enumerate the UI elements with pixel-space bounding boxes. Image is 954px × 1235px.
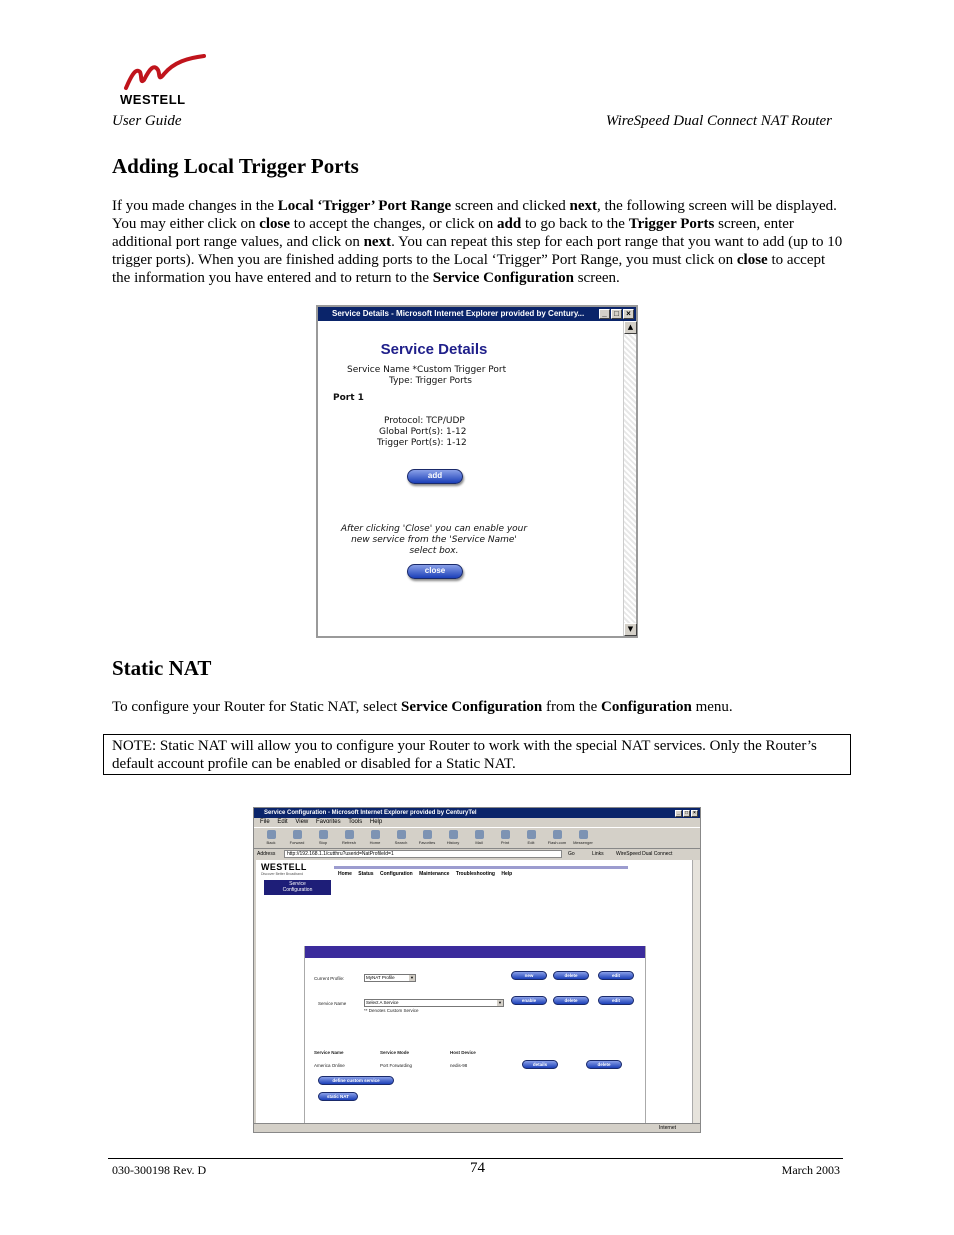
back-icon bbox=[267, 830, 276, 839]
service-details-heading: Service Details bbox=[380, 341, 488, 358]
toolbar-label: Print bbox=[500, 840, 510, 845]
menu-bar bbox=[254, 818, 700, 827]
doc-date: March 2003 bbox=[781, 1163, 840, 1177]
bold-term: add bbox=[497, 216, 522, 232]
refresh-icon bbox=[345, 830, 354, 839]
toolbar-label: Home bbox=[369, 840, 381, 845]
close-icon[interactable]: × bbox=[691, 810, 698, 817]
messenger-icon bbox=[579, 830, 588, 839]
maximize-icon[interactable]: □ bbox=[611, 309, 622, 319]
close-note-line: select box. bbox=[409, 546, 459, 556]
service-configuration-window bbox=[253, 807, 701, 1133]
current-profile-label: Current Profile: bbox=[314, 976, 345, 981]
toolbar-label: History bbox=[446, 840, 460, 845]
toolbar-home[interactable] bbox=[362, 828, 388, 848]
close-note bbox=[318, 524, 550, 557]
service-name-line: Service Name *Custom Trigger Port bbox=[347, 365, 507, 375]
nav-divider bbox=[334, 866, 628, 869]
stop-icon bbox=[319, 830, 328, 839]
browser-toolbar bbox=[254, 827, 700, 849]
footer-rule bbox=[108, 1158, 843, 1159]
vertical-scrollbar[interactable] bbox=[692, 860, 700, 1124]
close-button[interactable]: close bbox=[407, 564, 463, 579]
logo-wordmark: WESTELL bbox=[120, 92, 186, 107]
brand-tagline: Discover Better Broadband bbox=[261, 872, 304, 876]
edit-service-button[interactable]: edit bbox=[598, 996, 634, 1005]
nav-maintenance[interactable]: Maintenance bbox=[419, 871, 450, 877]
toolbar-label: Stop bbox=[318, 840, 328, 845]
favorites-icon bbox=[423, 830, 432, 839]
print-icon bbox=[501, 830, 510, 839]
chevron-down-icon: ▼ bbox=[410, 975, 414, 980]
page-content bbox=[256, 860, 692, 1124]
sidebar-label: Service bbox=[289, 881, 306, 887]
minimize-icon[interactable]: _ bbox=[599, 309, 610, 319]
column-header-host-device: Host Device bbox=[450, 1050, 476, 1055]
bold-term: Trigger Ports bbox=[628, 216, 715, 232]
custom-service-hint: ** Denotes Custom Service bbox=[364, 1008, 419, 1013]
minimize-icon[interactable]: _ bbox=[675, 810, 682, 817]
enable-button[interactable]: enable bbox=[511, 996, 547, 1005]
toolbar-refresh[interactable] bbox=[336, 828, 362, 848]
scroll-down-icon[interactable]: ▼ bbox=[624, 623, 637, 636]
bold-term: Configuration bbox=[600, 699, 692, 715]
delete-profile-button[interactable]: delete bbox=[553, 971, 589, 980]
service-details-window bbox=[316, 305, 638, 638]
toolbar-back[interactable] bbox=[258, 828, 284, 848]
top-nav bbox=[338, 871, 517, 877]
home-icon bbox=[371, 830, 380, 839]
toolbar-edit[interactable] bbox=[518, 828, 544, 848]
nav-troubleshooting[interactable]: Troubleshooting bbox=[455, 871, 495, 877]
flash-icon bbox=[553, 830, 562, 839]
forward-icon bbox=[293, 830, 302, 839]
column-header-service-mode: Service Mode bbox=[380, 1050, 410, 1055]
nav-configuration[interactable]: Configuration bbox=[379, 871, 413, 877]
menu-help[interactable]: Help bbox=[369, 819, 383, 825]
toolbar-forward[interactable] bbox=[284, 828, 310, 848]
header-left: User Guide bbox=[112, 113, 182, 129]
go-button[interactable]: Go bbox=[568, 851, 575, 857]
toolbar-label: Refresh bbox=[341, 840, 356, 845]
menu-favorites[interactable]: Favorites bbox=[315, 819, 341, 825]
menu-file[interactable]: File bbox=[260, 819, 270, 825]
bold-term: close bbox=[736, 252, 768, 268]
toolbar-print[interactable] bbox=[492, 828, 518, 848]
address-bar bbox=[254, 849, 700, 859]
menu-tools[interactable]: Tools bbox=[348, 819, 363, 825]
section1-paragraph: If you made changes in the Local ‘Trigger’ Port Range screen and clicked next, the following screen will be displayed. You may either click on close to accept the changes, or click on add to go back to the Trigger Ports screen, enter additional port range values, and click on next. You can repeat this step for each port range that you want to add (up to 10 trigger ports). When you are finished adding ports to the Local ‘Trigger” Port Range, you must click on close to accept the information you have entered and to return to the Service Configuration screen. bbox=[112, 198, 843, 286]
toolbar-favorites[interactable] bbox=[414, 828, 440, 848]
toolbar-history[interactable] bbox=[440, 828, 466, 848]
mail-icon bbox=[475, 830, 484, 839]
page-number: 74 bbox=[470, 1160, 485, 1176]
bold-term: close bbox=[259, 216, 291, 232]
toolbar-mail[interactable] bbox=[466, 828, 492, 848]
section2-paragraph: To configure your Router for Static NAT, select Service Configuration from the Configuration menu. bbox=[112, 699, 733, 715]
status-zone: Internet bbox=[659, 1125, 676, 1131]
bold-term: Service Configuration bbox=[401, 699, 543, 715]
window-title: Service Configuration - Microsoft Internet Explorer provided by CenturyTel bbox=[264, 810, 477, 816]
trigger-ports-line: Trigger Port(s): 1-12 bbox=[377, 438, 467, 448]
address-label: Address bbox=[257, 851, 276, 857]
details-button[interactable]: details bbox=[522, 1060, 558, 1069]
section-heading-static-nat: Static NAT bbox=[112, 656, 212, 680]
history-icon bbox=[449, 830, 458, 839]
nav-status[interactable]: Status bbox=[358, 871, 374, 877]
toolbar-label: Edit bbox=[527, 840, 535, 845]
doc-number: 030-300198 Rev. D bbox=[112, 1163, 207, 1177]
close-note-line: new service from the 'Service Name' bbox=[351, 535, 517, 545]
bold-term: next bbox=[363, 234, 392, 250]
toolbar-label: Messenger bbox=[573, 840, 593, 845]
westell-swoosh-icon bbox=[118, 54, 208, 94]
port-label: Port 1 bbox=[333, 393, 364, 403]
section-heading-trigger-ports: Adding Local Trigger Ports bbox=[112, 154, 359, 178]
toolbar-search[interactable] bbox=[388, 828, 414, 848]
links-item[interactable]: WireSpeed Dual Connect bbox=[616, 851, 673, 857]
protocol-line: Protocol: TCP/UDP bbox=[384, 416, 465, 426]
sidebar-label: Configuration bbox=[282, 887, 313, 893]
toolbar-label: Search bbox=[394, 840, 408, 845]
bold-term: Local ‘Trigger’ Port Range bbox=[277, 198, 452, 214]
edit-icon bbox=[527, 830, 536, 839]
bold-term: Service Configuration bbox=[432, 270, 574, 286]
chevron-down-icon: ▼ bbox=[498, 1000, 502, 1005]
toolbar-messenger[interactable] bbox=[570, 828, 596, 848]
toolbar-label: Favorites bbox=[418, 840, 436, 845]
delete-row-button[interactable]: delete bbox=[586, 1060, 622, 1069]
address-input[interactable]: http://192.168.1.1/cutthru?userid=NatProfileId=1 bbox=[284, 850, 562, 858]
close-note-line: After clicking 'Close' you can enable your bbox=[340, 524, 528, 534]
column-header-service-name: Service Name bbox=[314, 1050, 344, 1055]
menu-edit[interactable]: Edit bbox=[277, 819, 288, 825]
service-select-value: Select A Service bbox=[366, 1000, 399, 1005]
current-profile-value: MyNAT Profile bbox=[366, 975, 395, 980]
nav-home[interactable]: Home bbox=[338, 871, 352, 877]
cell-host-device: nedis-98 bbox=[450, 1063, 468, 1068]
sidebar-item-service-configuration[interactable] bbox=[264, 880, 331, 895]
define-custom-service-button[interactable]: define custom service bbox=[318, 1076, 394, 1085]
note-box: NOTE: Static NAT will allow you to configure your Router to work with the special NAT services. Only the Router’s default account profile can be enabled or disabled for a Static NAT. bbox=[103, 734, 851, 775]
westell-logo bbox=[118, 54, 208, 106]
global-ports-line: Global Port(s): 1-12 bbox=[379, 427, 467, 437]
bold-term: next bbox=[569, 198, 597, 214]
toolbar-stop[interactable] bbox=[310, 828, 336, 848]
close-icon[interactable]: × bbox=[623, 309, 634, 319]
links-label: Links bbox=[592, 851, 604, 857]
westell-brand: WESTELL bbox=[261, 862, 307, 872]
delete-service-button[interactable]: delete bbox=[553, 996, 589, 1005]
edit-profile-button[interactable]: edit bbox=[598, 971, 634, 980]
window-titlebar bbox=[318, 307, 636, 321]
new-button[interactable]: new bbox=[511, 971, 547, 980]
static-nat-button[interactable]: static NAT bbox=[318, 1092, 358, 1101]
cell-service-mode: Port Forwarding bbox=[380, 1063, 413, 1068]
toolbar-label: Mail bbox=[475, 840, 483, 845]
cell-service-name: America Online bbox=[314, 1063, 345, 1068]
search-icon bbox=[397, 830, 406, 839]
maximize-icon[interactable]: □ bbox=[684, 810, 689, 816]
toolbar-flash[interactable] bbox=[544, 828, 570, 848]
add-button[interactable]: add bbox=[407, 469, 463, 484]
toolbar-label: Forward bbox=[289, 840, 305, 845]
header-right: WireSpeed Dual Connect NAT Router bbox=[605, 113, 832, 129]
window-titlebar bbox=[254, 808, 700, 818]
toolbar-label: Back bbox=[266, 840, 276, 845]
current-profile-select[interactable] bbox=[364, 974, 416, 982]
vertical-scrollbar[interactable] bbox=[623, 321, 636, 636]
service-name-label: Service Name bbox=[318, 1001, 347, 1006]
window-title: Service Details - Microsoft Internet Explorer provided by Centurу... bbox=[332, 309, 585, 318]
status-bar bbox=[254, 1123, 700, 1132]
type-line: Type: Trigger Ports bbox=[389, 376, 472, 386]
service-select[interactable] bbox=[364, 999, 504, 1007]
nav-help[interactable]: Help bbox=[501, 871, 513, 877]
toolbar-label: Flash.com bbox=[547, 840, 567, 845]
scroll-up-icon[interactable]: ▲ bbox=[624, 321, 637, 334]
menu-view[interactable]: View bbox=[295, 819, 309, 825]
